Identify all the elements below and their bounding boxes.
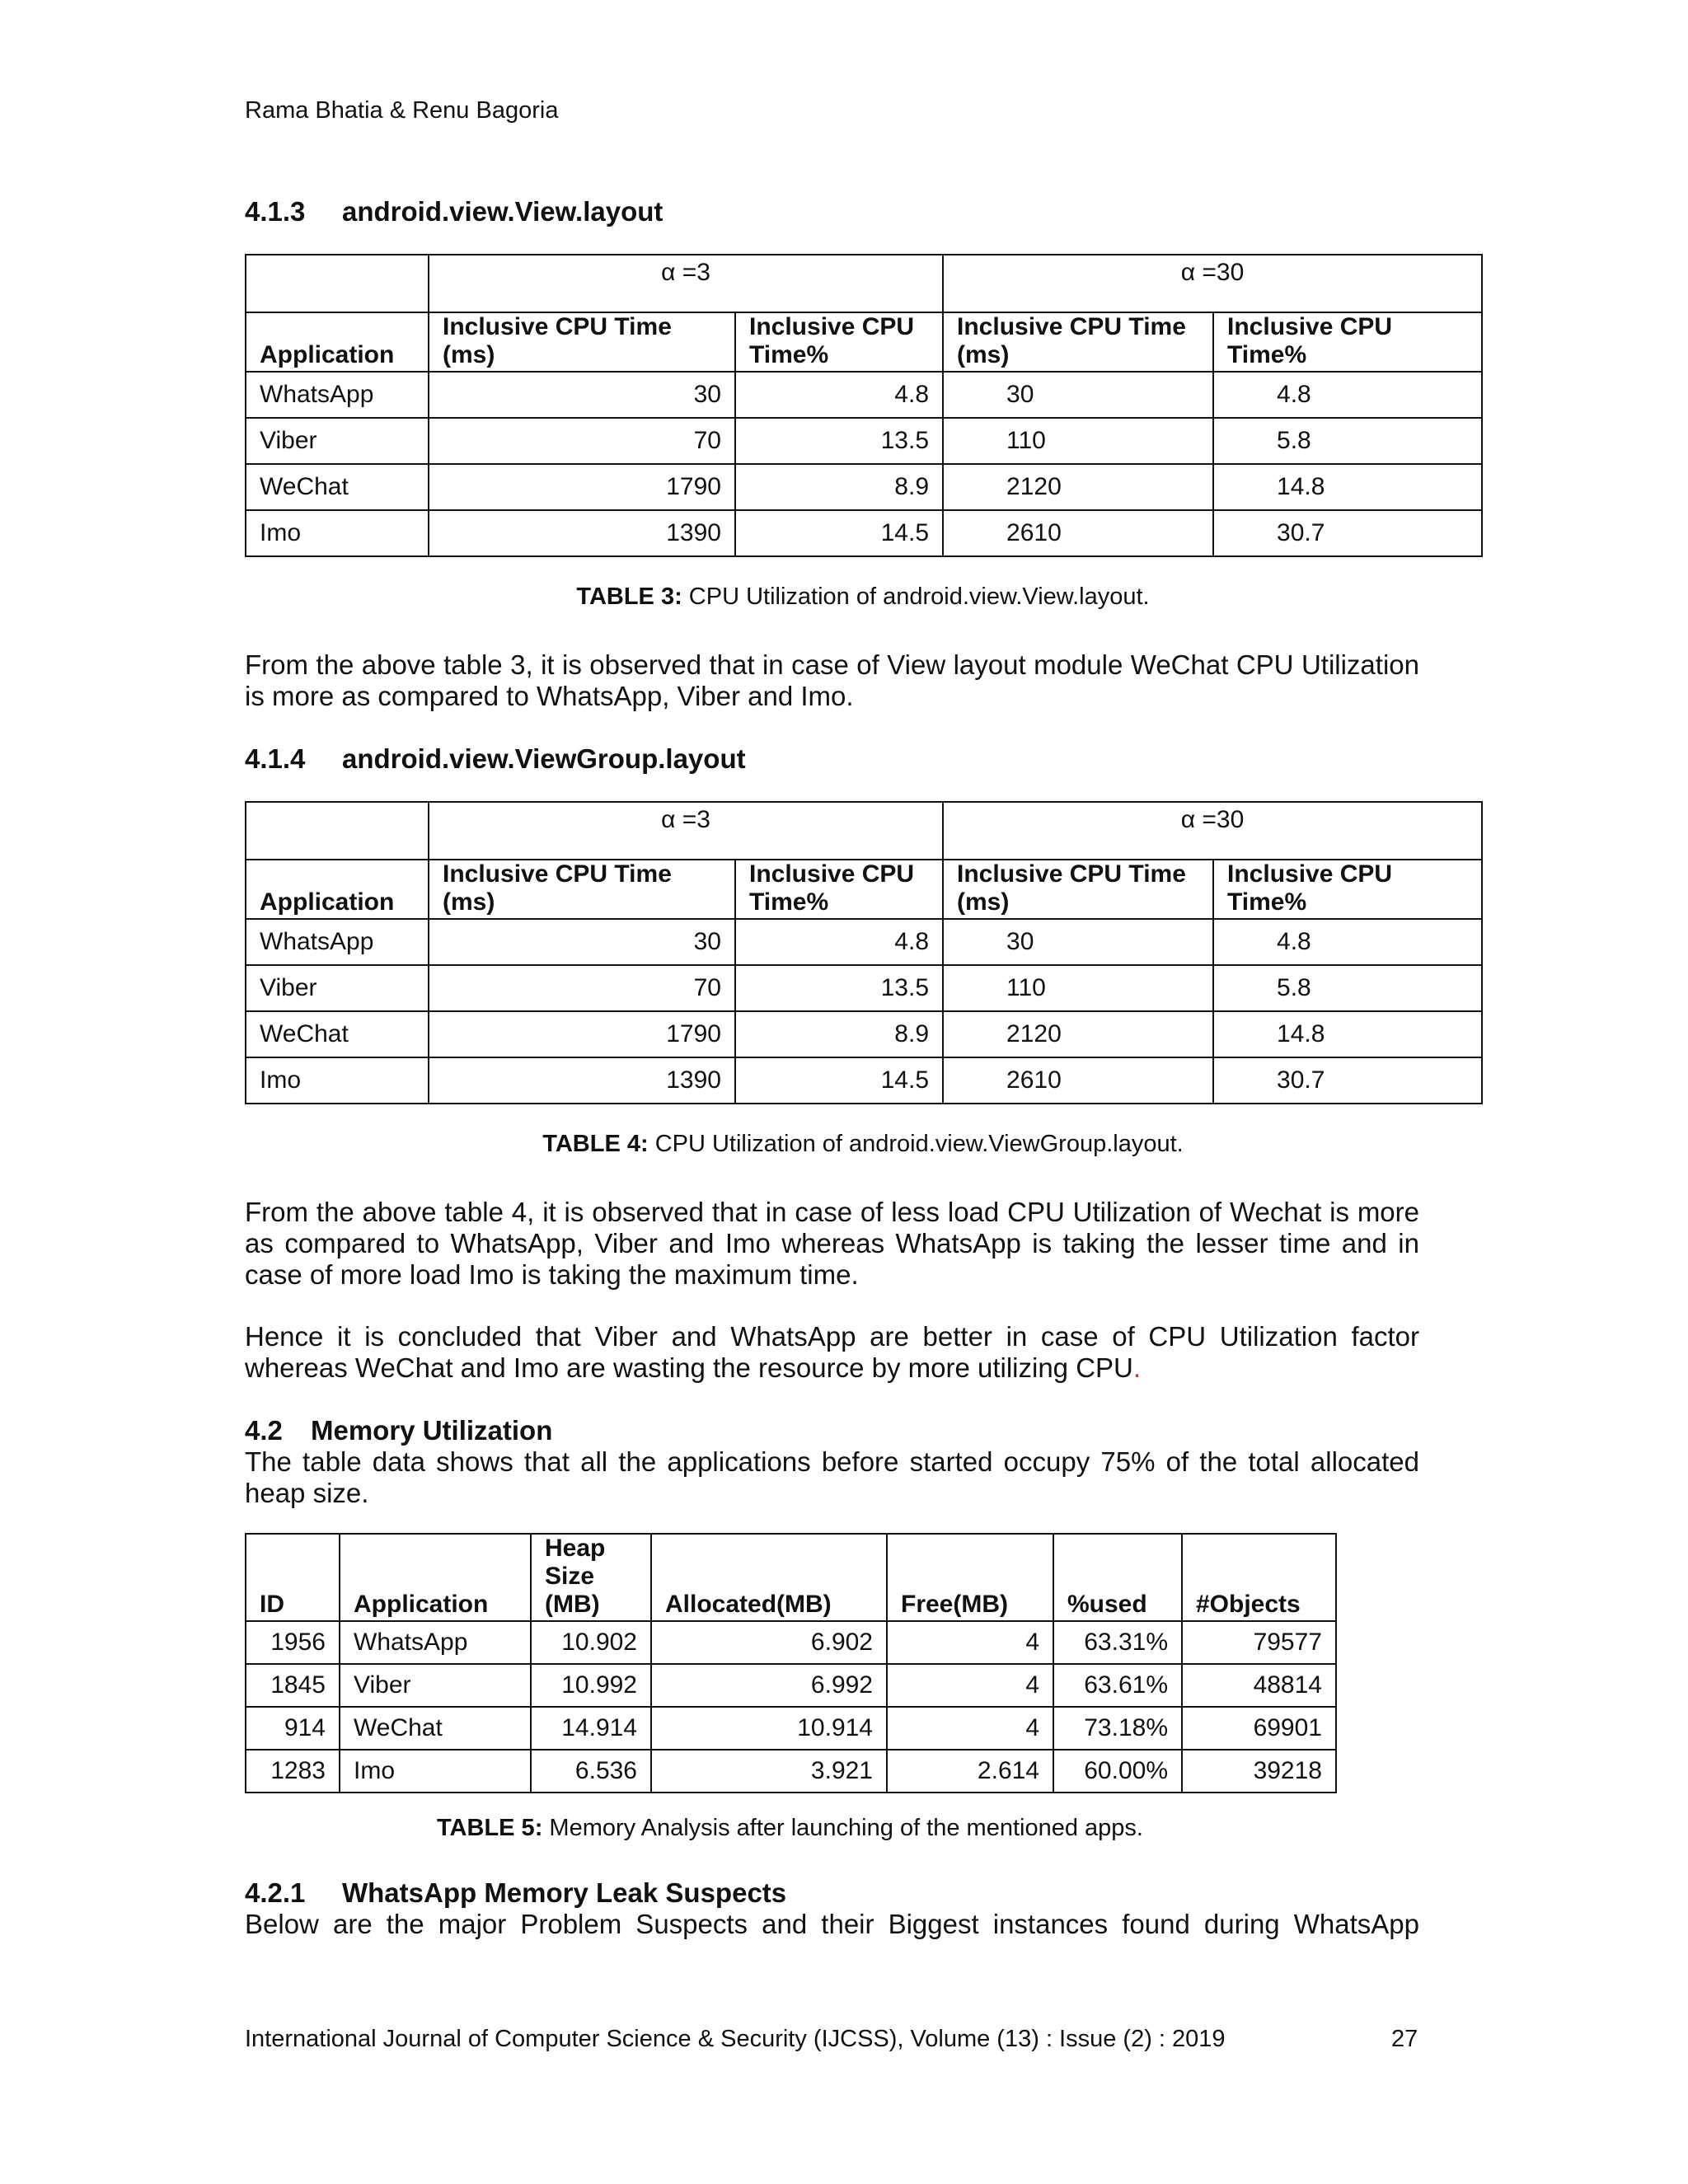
- cell-value: 70: [429, 418, 735, 464]
- caption-text: CPU Utilization of android.view.View.layout.: [682, 583, 1150, 610]
- cell-app: WeChat: [246, 464, 429, 510]
- cell-value: 110: [943, 965, 1213, 1011]
- table-row: [246, 919, 1482, 965]
- empty-header-cell: [246, 255, 429, 312]
- table-row: [246, 965, 1482, 1011]
- cell-app: WhatsApp: [340, 1621, 531, 1664]
- cell-value: 63.31%: [1053, 1621, 1182, 1664]
- section-title: android.view.View.layout: [342, 196, 663, 227]
- column-header: Application: [246, 860, 429, 919]
- cell-value: 10.992: [531, 1664, 651, 1707]
- cell-value: 10.914: [651, 1707, 887, 1750]
- cell-value: 2610: [943, 510, 1213, 556]
- cell-value: 14.914: [531, 1707, 651, 1750]
- section-title: Memory Utilization: [311, 1415, 553, 1446]
- table-row: [246, 372, 1482, 418]
- cell-value: 4.8: [735, 372, 943, 418]
- section-number: 4.2.1: [245, 1877, 306, 1908]
- section-number: 4.1.3: [245, 196, 306, 227]
- table-5: [245, 1533, 1337, 1793]
- cell-value: 14.8: [1213, 464, 1482, 510]
- cell-value: 69901: [1182, 1707, 1336, 1750]
- cell-value: 10.902: [531, 1621, 651, 1664]
- table-row: [246, 464, 1482, 510]
- column-header: ID: [246, 1534, 340, 1621]
- section-heading-4-1-4: [245, 743, 746, 775]
- cell-value: 4: [887, 1707, 1053, 1750]
- cell-value: 30.7: [1213, 510, 1482, 556]
- alpha-high-header: α =30: [943, 255, 1482, 312]
- table-row: [246, 418, 1482, 464]
- section-number: 4.1.4: [245, 743, 306, 774]
- cell-value: 70: [429, 965, 735, 1011]
- cell-value: 48814: [1182, 1664, 1336, 1707]
- column-header: Allocated(MB): [651, 1534, 887, 1621]
- cell-value: 1790: [429, 464, 735, 510]
- cell-value: 1790: [429, 1011, 735, 1057]
- cell-value: 6.992: [651, 1664, 887, 1707]
- caption-label: TABLE 3:: [576, 583, 682, 610]
- cell-value: 4: [887, 1664, 1053, 1707]
- alpha-high-header: α =30: [943, 802, 1482, 860]
- cell-value: 39218: [1182, 1750, 1336, 1793]
- running-head: Rama Bhatia & Renu Bagoria: [245, 97, 559, 124]
- paragraph-leak-suspects: Below are the major Problem Suspects and their Biggest instances found during WhatsApp: [245, 1909, 1419, 1939]
- table-row: [246, 1664, 1336, 1707]
- cell-value: 6.536: [531, 1750, 651, 1793]
- paragraph-memory: The table data shows that all the applications before started occupy 75% of the total allocated heap size.: [245, 1446, 1419, 1508]
- table-row: [246, 1621, 1336, 1664]
- cell-value: 110: [943, 418, 1213, 464]
- section-title: WhatsApp Memory Leak Suspects: [342, 1877, 787, 1908]
- table-row: [246, 1750, 1336, 1793]
- table-5-caption: [245, 1815, 1335, 1842]
- table-4: [245, 801, 1483, 1104]
- cell-value: 2120: [943, 464, 1213, 510]
- cell-value: 30.7: [1213, 1057, 1482, 1104]
- page-number: 27: [1391, 2026, 1418, 2052]
- cell-app: Imo: [246, 510, 429, 556]
- cell-app: Imo: [340, 1750, 531, 1793]
- cell-value: 30: [943, 372, 1213, 418]
- cell-app: Viber: [246, 965, 429, 1011]
- cell-value: 4: [887, 1621, 1053, 1664]
- cell-app: Viber: [246, 418, 429, 464]
- conclusion-text: Hence it is concluded that Viber and WhatsApp are better in case of CPU Utilization factor whereas WeChat and Imo are wasting the resource by more utilizing CPU: [245, 1321, 1419, 1383]
- cell-value: 73.18%: [1053, 1707, 1182, 1750]
- column-header: Heap Size (MB): [531, 1534, 651, 1621]
- cell-value: 4.8: [735, 919, 943, 965]
- cell-value: 79577: [1182, 1621, 1336, 1664]
- column-header: Inclusive CPU Time (ms): [943, 312, 1213, 372]
- cell-value: 2.614: [887, 1750, 1053, 1793]
- section-heading-4-1-3: [245, 196, 663, 227]
- table-3: [245, 254, 1483, 557]
- column-header: Inclusive CPU Time%: [735, 860, 943, 919]
- section-heading-4-2-1: [245, 1877, 786, 1909]
- cell-value: 5.8: [1213, 965, 1482, 1011]
- empty-header-cell: [246, 802, 429, 860]
- column-header: Free(MB): [887, 1534, 1053, 1621]
- cell-value: 3.921: [651, 1750, 887, 1793]
- paragraph-conclusion: [245, 1321, 1419, 1384]
- table-row: [246, 1011, 1482, 1057]
- cell-value: 63.61%: [1053, 1664, 1182, 1707]
- table-row: [246, 1057, 1482, 1104]
- paragraph-table-4: From the above table 4, it is observed that in case of less load CPU Utilization of Wechat is more as compared to WhatsApp, Viber and Imo whereas WhatsApp is taking the lesser time and in case of more load Imo is taking the maximum time.: [245, 1197, 1419, 1290]
- column-header: Inclusive CPU Time (ms): [429, 312, 735, 372]
- cell-value: 30: [429, 372, 735, 418]
- table-3-caption: [245, 583, 1481, 611]
- footer-journal: International Journal of Computer Science & Security (IJCSS), Volume (13) : Issue (2) : 2019: [245, 2026, 1226, 2052]
- cell-value: 14.5: [735, 1057, 943, 1104]
- cell-value: 13.5: [735, 418, 943, 464]
- section-title: android.view.ViewGroup.layout: [342, 743, 746, 774]
- column-header: Inclusive CPU Time%: [1213, 312, 1482, 372]
- column-header: Application: [246, 312, 429, 372]
- cell-value: 8.9: [735, 1011, 943, 1057]
- cell-app: WeChat: [340, 1707, 531, 1750]
- cell-value: 14.5: [735, 510, 943, 556]
- cell-value: 2120: [943, 1011, 1213, 1057]
- cell-app: Viber: [340, 1664, 531, 1707]
- cell-value: 6.902: [651, 1621, 887, 1664]
- table-row: [246, 1707, 1336, 1750]
- table-row: [246, 510, 1482, 556]
- section-heading-4-2: [245, 1415, 552, 1446]
- cell-value: 2610: [943, 1057, 1213, 1104]
- alpha-low-header: α =3: [429, 255, 943, 312]
- caption-label: TABLE 5:: [437, 1815, 543, 1841]
- cell-id: 1845: [246, 1664, 340, 1707]
- cell-app: Imo: [246, 1057, 429, 1104]
- cell-app: WhatsApp: [246, 372, 429, 418]
- cell-id: 914: [246, 1707, 340, 1750]
- cell-value: 1390: [429, 1057, 735, 1104]
- cell-value: 8.9: [735, 464, 943, 510]
- conclusion-period: .: [1132, 1352, 1142, 1383]
- section-number: 4.2: [245, 1415, 283, 1446]
- cell-value: 60.00%: [1053, 1750, 1182, 1793]
- caption-label: TABLE 4:: [542, 1131, 649, 1157]
- cell-value: 30: [943, 919, 1213, 965]
- cell-id: 1283: [246, 1750, 340, 1793]
- column-header: Inclusive CPU Time%: [735, 312, 943, 372]
- column-header: Application: [340, 1534, 531, 1621]
- cell-value: 13.5: [735, 965, 943, 1011]
- paragraph-table-3: From the above table 3, it is observed that in case of View layout module WeChat CPU Utilization is more as compared to WhatsApp, Viber and Imo.: [245, 649, 1419, 711]
- alpha-low-header: α =3: [429, 802, 943, 860]
- cell-value: 5.8: [1213, 418, 1482, 464]
- table-4-caption: [245, 1131, 1481, 1158]
- cell-value: 14.8: [1213, 1011, 1482, 1057]
- column-header: Inclusive CPU Time (ms): [429, 860, 735, 919]
- caption-text: CPU Utilization of android.view.ViewGroup.layout.: [648, 1131, 1184, 1157]
- column-header: %used: [1053, 1534, 1182, 1621]
- cell-value: 4.8: [1213, 919, 1482, 965]
- caption-text: Memory Analysis after launching of the mentioned apps.: [542, 1815, 1143, 1841]
- cell-value: 4.8: [1213, 372, 1482, 418]
- cell-id: 1956: [246, 1621, 340, 1664]
- column-header: Inclusive CPU Time (ms): [943, 860, 1213, 919]
- cell-value: 1390: [429, 510, 735, 556]
- column-header: #Objects: [1182, 1534, 1336, 1621]
- cell-app: WeChat: [246, 1011, 429, 1057]
- cell-value: 30: [429, 919, 735, 965]
- cell-app: WhatsApp: [246, 919, 429, 965]
- column-header: Inclusive CPU Time%: [1213, 860, 1482, 919]
